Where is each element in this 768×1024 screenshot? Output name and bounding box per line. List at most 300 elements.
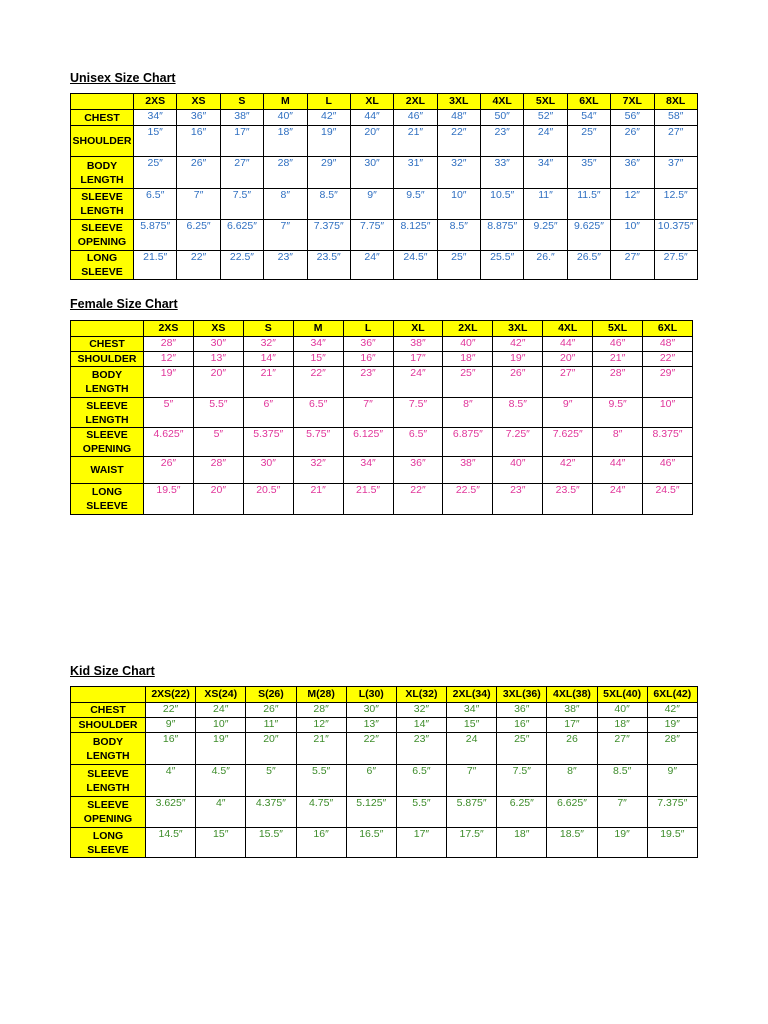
- measurement-cell: 30″: [243, 457, 293, 484]
- measurement-cell: 30″: [346, 703, 396, 718]
- measurement-cell: 21″: [593, 352, 643, 367]
- size-header-cell: 3XL: [493, 321, 543, 337]
- measurement-cell: 19″: [493, 352, 543, 367]
- measurement-cell: 15″: [196, 828, 246, 858]
- measurement-cell: 30″: [350, 157, 393, 189]
- measurement-cell: 5.5″: [296, 765, 346, 797]
- measurement-cell: 30″: [193, 337, 243, 352]
- measurement-cell: 42″: [307, 110, 350, 126]
- measurement-cell: 40″: [597, 703, 647, 718]
- size-header-cell: S: [220, 94, 263, 110]
- measurement-cell: 10″: [437, 189, 480, 220]
- measurement-cell: 18″: [497, 828, 547, 858]
- measurement-cell: 25.5″: [481, 251, 524, 280]
- table-row: [71, 703, 698, 718]
- table-row: [71, 367, 693, 398]
- measurement-cell: 42″: [647, 703, 697, 718]
- measurement-cell: 12″: [611, 189, 654, 220]
- table-row: [71, 765, 698, 797]
- size-header-cell: 2XL(34): [447, 687, 497, 703]
- measurement-cell: 12″: [296, 718, 346, 733]
- row-label: CHEST: [71, 110, 134, 126]
- measurement-cell: 7″: [343, 398, 393, 428]
- table-row: [71, 733, 698, 765]
- measurement-cell: 7.75″: [350, 220, 393, 251]
- measurement-cell: 8.875″: [481, 220, 524, 251]
- measurement-cell: 10″: [643, 398, 693, 428]
- size-header-cell: L: [343, 321, 393, 337]
- size-header-cell: XS: [177, 94, 220, 110]
- table-row: [71, 718, 698, 733]
- measurement-cell: 28″: [193, 457, 243, 484]
- measurement-cell: 26″: [177, 157, 220, 189]
- measurement-cell: 23″: [396, 733, 446, 765]
- measurement-cell: 12.5″: [654, 189, 697, 220]
- row-label: SLEEVE OPENING: [71, 797, 146, 828]
- size-header-cell: 7XL: [611, 94, 654, 110]
- measurement-cell: 22.5″: [443, 484, 493, 515]
- kid-size-table: [70, 686, 698, 858]
- measurement-cell: 8.5″: [307, 189, 350, 220]
- measurement-cell: 22″: [293, 367, 343, 398]
- table-row: [71, 484, 693, 515]
- table-row: [71, 251, 698, 280]
- measurement-cell: 25″: [497, 733, 547, 765]
- measurement-cell: 9.625″: [567, 220, 610, 251]
- row-label: BODY LENGTH: [71, 733, 146, 765]
- measurement-cell: 21″: [293, 484, 343, 515]
- measurement-cell: 48″: [643, 337, 693, 352]
- size-header-cell: 4XL: [481, 94, 524, 110]
- measurement-cell: 34″: [524, 157, 567, 189]
- size-header-cell: 4XL(38): [547, 687, 597, 703]
- row-label: SHOULDER: [71, 126, 134, 157]
- measurement-cell: 24″: [524, 126, 567, 157]
- measurement-cell: 17″: [220, 126, 263, 157]
- size-header-cell: 5XL: [593, 321, 643, 337]
- measurement-cell: 4.375″: [246, 797, 296, 828]
- measurement-cell: 46″: [394, 110, 437, 126]
- measurement-cell: 8.5″: [437, 220, 480, 251]
- size-header-cell: XS(24): [196, 687, 246, 703]
- measurement-cell: 27″: [597, 733, 647, 765]
- measurement-cell: 26″: [611, 126, 654, 157]
- measurement-cell: 16″: [146, 733, 196, 765]
- corner-cell: [71, 321, 144, 337]
- measurement-cell: 26.5″: [567, 251, 610, 280]
- row-label: SLEEVE LENGTH: [71, 189, 134, 220]
- measurement-cell: 8″: [264, 189, 307, 220]
- measurement-cell: 28″: [264, 157, 307, 189]
- measurement-cell: 9″: [146, 718, 196, 733]
- table-row: [71, 828, 698, 858]
- measurement-cell: 36″: [611, 157, 654, 189]
- measurement-cell: 16″: [497, 718, 547, 733]
- measurement-cell: 3.625″: [146, 797, 196, 828]
- measurement-cell: 19″: [307, 126, 350, 157]
- measurement-cell: 5″: [144, 398, 194, 428]
- measurement-cell: 17.5″: [447, 828, 497, 858]
- measurement-cell: 56″: [611, 110, 654, 126]
- measurement-cell: 28″: [144, 337, 194, 352]
- measurement-cell: 29″: [307, 157, 350, 189]
- measurement-cell: 36″: [343, 337, 393, 352]
- measurement-cell: 36″: [177, 110, 220, 126]
- measurement-cell: 16″: [177, 126, 220, 157]
- table-row: [71, 337, 693, 352]
- measurement-cell: 15″: [293, 352, 343, 367]
- measurement-cell: 9.5″: [394, 189, 437, 220]
- measurement-cell: 17″: [393, 352, 443, 367]
- table-row: [71, 189, 698, 220]
- measurement-cell: 7″: [264, 220, 307, 251]
- measurement-cell: 8″: [443, 398, 493, 428]
- measurement-cell: 18″: [443, 352, 493, 367]
- measurement-cell: 16″: [296, 828, 346, 858]
- measurement-cell: 15″: [134, 126, 177, 157]
- measurement-cell: 20″: [246, 733, 296, 765]
- measurement-cell: 25″: [443, 367, 493, 398]
- measurement-cell: 7.375″: [647, 797, 697, 828]
- size-header-cell: XS: [193, 321, 243, 337]
- measurement-cell: 11″: [524, 189, 567, 220]
- row-label: CHEST: [71, 337, 144, 352]
- measurement-cell: 10″: [196, 718, 246, 733]
- measurement-cell: 27″: [654, 126, 697, 157]
- measurement-cell: 7.5″: [497, 765, 547, 797]
- measurement-cell: 23″: [481, 126, 524, 157]
- size-header-cell: S: [243, 321, 293, 337]
- measurement-cell: 20″: [350, 126, 393, 157]
- row-label: BODY LENGTH: [71, 157, 134, 189]
- female-title: Female Size Chart: [70, 297, 178, 311]
- size-header-cell: L(30): [346, 687, 396, 703]
- size-header-cell: 4XL: [543, 321, 593, 337]
- measurement-cell: 26: [547, 733, 597, 765]
- measurement-cell: 40″: [493, 457, 543, 484]
- measurement-cell: 29″: [643, 367, 693, 398]
- measurement-cell: 32″: [396, 703, 446, 718]
- measurement-cell: 19.5″: [144, 484, 194, 515]
- measurement-cell: 20.5″: [243, 484, 293, 515]
- measurement-cell: 9″: [647, 765, 697, 797]
- measurement-cell: 6.25″: [177, 220, 220, 251]
- measurement-cell: 8″: [593, 428, 643, 457]
- measurement-cell: 44″: [593, 457, 643, 484]
- measurement-cell: 23″: [343, 367, 393, 398]
- measurement-cell: 50″: [481, 110, 524, 126]
- measurement-cell: 5″: [193, 428, 243, 457]
- measurement-cell: 21.5″: [134, 251, 177, 280]
- table-row: [71, 457, 693, 484]
- measurement-cell: 6.5″: [396, 765, 446, 797]
- measurement-cell: 37″: [654, 157, 697, 189]
- measurement-cell: 5.875″: [447, 797, 497, 828]
- kid-title: Kid Size Chart: [70, 664, 155, 678]
- measurement-cell: 9″: [350, 189, 393, 220]
- measurement-cell: 21.5″: [343, 484, 393, 515]
- measurement-cell: 10.375″: [654, 220, 697, 251]
- row-label: SLEEVE OPENING: [71, 428, 144, 457]
- row-label: BODY LENGTH: [71, 367, 144, 398]
- measurement-cell: 7.5″: [393, 398, 443, 428]
- row-label: LONG SLEEVE: [71, 484, 144, 515]
- measurement-cell: 24″: [350, 251, 393, 280]
- table-row: [71, 110, 698, 126]
- measurement-cell: 28″: [296, 703, 346, 718]
- measurement-cell: 23″: [493, 484, 543, 515]
- table-row: [71, 398, 693, 428]
- measurement-cell: 10.5″: [481, 189, 524, 220]
- measurement-cell: 19″: [597, 828, 647, 858]
- row-label: SHOULDER: [71, 352, 144, 367]
- table-row: [71, 157, 698, 189]
- measurement-cell: 22″: [346, 733, 396, 765]
- measurement-cell: 24.5″: [394, 251, 437, 280]
- measurement-cell: 54″: [567, 110, 610, 126]
- measurement-cell: 20″: [193, 484, 243, 515]
- measurement-cell: 26″: [246, 703, 296, 718]
- measurement-cell: 11″: [246, 718, 296, 733]
- measurement-cell: 11.5″: [567, 189, 610, 220]
- measurement-cell: 8.5″: [493, 398, 543, 428]
- measurement-cell: 18.5″: [547, 828, 597, 858]
- measurement-cell: 21″: [296, 733, 346, 765]
- measurement-cell: 19″: [196, 733, 246, 765]
- measurement-cell: 7.5″: [220, 189, 263, 220]
- measurement-cell: 36″: [497, 703, 547, 718]
- measurement-cell: 25″: [437, 251, 480, 280]
- measurement-cell: 20″: [543, 352, 593, 367]
- measurement-cell: 25″: [567, 126, 610, 157]
- measurement-cell: 27.5″: [654, 251, 697, 280]
- measurement-cell: 34″: [447, 703, 497, 718]
- measurement-cell: 22″: [177, 251, 220, 280]
- measurement-cell: 4.5″: [196, 765, 246, 797]
- measurement-cell: 26″: [144, 457, 194, 484]
- measurement-cell: 4.75″: [296, 797, 346, 828]
- size-header-cell: M(28): [296, 687, 346, 703]
- measurement-cell: 6.625″: [220, 220, 263, 251]
- size-header-cell: L: [307, 94, 350, 110]
- size-header-cell: M: [264, 94, 307, 110]
- measurement-cell: 26.″: [524, 251, 567, 280]
- measurement-cell: 22″: [643, 352, 693, 367]
- female-size-table: [70, 320, 693, 515]
- table-row: [71, 797, 698, 828]
- measurement-cell: 16″: [343, 352, 393, 367]
- row-label: SLEEVE LENGTH: [71, 765, 146, 797]
- measurement-cell: 8.125″: [394, 220, 437, 251]
- size-header-cell: 3XL(36): [497, 687, 547, 703]
- measurement-cell: 28″: [593, 367, 643, 398]
- measurement-cell: 23.5″: [307, 251, 350, 280]
- measurement-cell: 34″: [343, 457, 393, 484]
- measurement-cell: 6.5″: [134, 189, 177, 220]
- size-header-cell: XL: [350, 94, 393, 110]
- size-header-cell: 3XL: [437, 94, 480, 110]
- measurement-cell: 13″: [346, 718, 396, 733]
- measurement-cell: 38″: [220, 110, 263, 126]
- measurement-cell: 40″: [443, 337, 493, 352]
- measurement-cell: 33″: [481, 157, 524, 189]
- row-label: WAIST: [71, 457, 144, 484]
- measurement-cell: 17″: [396, 828, 446, 858]
- measurement-cell: 7.25″: [493, 428, 543, 457]
- measurement-cell: 42″: [543, 457, 593, 484]
- measurement-cell: 18″: [597, 718, 647, 733]
- table-row: [71, 428, 693, 457]
- measurement-cell: 20″: [193, 367, 243, 398]
- row-label: SHOULDER: [71, 718, 146, 733]
- measurement-cell: 8″: [547, 765, 597, 797]
- measurement-cell: 14″: [243, 352, 293, 367]
- measurement-cell: 6.125″: [343, 428, 393, 457]
- measurement-cell: 42″: [493, 337, 543, 352]
- measurement-cell: 16.5″: [346, 828, 396, 858]
- measurement-cell: 46″: [643, 457, 693, 484]
- measurement-cell: 21″: [394, 126, 437, 157]
- measurement-cell: 5.75″: [293, 428, 343, 457]
- measurement-cell: 44″: [543, 337, 593, 352]
- measurement-cell: 5.5″: [396, 797, 446, 828]
- measurement-cell: 52″: [524, 110, 567, 126]
- corner-cell: [71, 687, 146, 703]
- measurement-cell: 28″: [647, 733, 697, 765]
- size-header-cell: 6XL(42): [647, 687, 697, 703]
- measurement-cell: 6″: [346, 765, 396, 797]
- measurement-cell: 18″: [264, 126, 307, 157]
- measurement-cell: 44″: [350, 110, 393, 126]
- size-header-cell: XL: [393, 321, 443, 337]
- measurement-cell: 40″: [264, 110, 307, 126]
- measurement-cell: 21″: [243, 367, 293, 398]
- measurement-cell: 22″: [437, 126, 480, 157]
- table-row: [71, 352, 693, 367]
- measurement-cell: 38″: [393, 337, 443, 352]
- measurement-cell: 7″: [447, 765, 497, 797]
- measurement-cell: 32″: [243, 337, 293, 352]
- size-header-cell: S(26): [246, 687, 296, 703]
- measurement-cell: 26″: [493, 367, 543, 398]
- size-header-cell: 2XL: [443, 321, 493, 337]
- measurement-cell: 24.5″: [643, 484, 693, 515]
- measurement-cell: 6″: [243, 398, 293, 428]
- measurement-cell: 58″: [654, 110, 697, 126]
- measurement-cell: 9.5″: [593, 398, 643, 428]
- measurement-cell: 25″: [134, 157, 177, 189]
- table-row: [71, 220, 698, 251]
- measurement-cell: 24″: [593, 484, 643, 515]
- size-header-cell: 2XS: [144, 321, 194, 337]
- measurement-cell: 24″: [196, 703, 246, 718]
- measurement-cell: 22″: [393, 484, 443, 515]
- measurement-cell: 24: [447, 733, 497, 765]
- measurement-cell: 22″: [146, 703, 196, 718]
- measurement-cell: 13″: [193, 352, 243, 367]
- measurement-cell: 34″: [293, 337, 343, 352]
- measurement-cell: 34″: [134, 110, 177, 126]
- size-header-row: [71, 321, 693, 337]
- row-label: SLEEVE LENGTH: [71, 398, 144, 428]
- measurement-cell: 48″: [437, 110, 480, 126]
- measurement-cell: 32″: [437, 157, 480, 189]
- size-header-cell: 8XL: [654, 94, 697, 110]
- measurement-cell: 10″: [611, 220, 654, 251]
- measurement-cell: 31″: [394, 157, 437, 189]
- measurement-cell: 22.5″: [220, 251, 263, 280]
- row-label: LONG SLEEVE: [71, 251, 134, 280]
- measurement-cell: 23″: [264, 251, 307, 280]
- measurement-cell: 9″: [543, 398, 593, 428]
- measurement-cell: 38″: [547, 703, 597, 718]
- measurement-cell: 9.25″: [524, 220, 567, 251]
- measurement-cell: 46″: [593, 337, 643, 352]
- measurement-cell: 7.625″: [543, 428, 593, 457]
- unisex-size-table: [70, 93, 698, 280]
- row-label: CHEST: [71, 703, 146, 718]
- measurement-cell: 36″: [393, 457, 443, 484]
- measurement-cell: 14.5″: [146, 828, 196, 858]
- measurement-cell: 4″: [146, 765, 196, 797]
- measurement-cell: 27″: [220, 157, 263, 189]
- measurement-cell: 6.625″: [547, 797, 597, 828]
- measurement-cell: 7″: [597, 797, 647, 828]
- measurement-cell: 19″: [144, 367, 194, 398]
- row-label: SLEEVE OPENING: [71, 220, 134, 251]
- measurement-cell: 17″: [547, 718, 597, 733]
- measurement-cell: 6.5″: [393, 428, 443, 457]
- table-row: [71, 126, 698, 157]
- measurement-cell: 15″: [447, 718, 497, 733]
- measurement-cell: 4″: [196, 797, 246, 828]
- size-header-cell: 2XS: [134, 94, 177, 110]
- corner-cell: [71, 94, 134, 110]
- size-header-cell: 2XL: [394, 94, 437, 110]
- measurement-cell: 5.375″: [243, 428, 293, 457]
- measurement-cell: 5.125″: [346, 797, 396, 828]
- measurement-cell: 6.5″: [293, 398, 343, 428]
- measurement-cell: 7″: [177, 189, 220, 220]
- measurement-cell: 8.375″: [643, 428, 693, 457]
- measurement-cell: 23.5″: [543, 484, 593, 515]
- measurement-cell: 6.25″: [497, 797, 547, 828]
- measurement-cell: 7.375″: [307, 220, 350, 251]
- measurement-cell: 27″: [611, 251, 654, 280]
- measurement-cell: 8.5″: [597, 765, 647, 797]
- size-header-cell: XL(32): [396, 687, 446, 703]
- measurement-cell: 35″: [567, 157, 610, 189]
- measurement-cell: 5.5″: [193, 398, 243, 428]
- unisex-title: Unisex Size Chart: [70, 71, 176, 85]
- measurement-cell: 5.875″: [134, 220, 177, 251]
- size-header-cell: 6XL: [567, 94, 610, 110]
- measurement-cell: 19.5″: [647, 828, 697, 858]
- size-header-row: [71, 94, 698, 110]
- size-header-cell: 6XL: [643, 321, 693, 337]
- measurement-cell: 32″: [293, 457, 343, 484]
- size-header-cell: M: [293, 321, 343, 337]
- measurement-cell: 24″: [393, 367, 443, 398]
- size-header-row: [71, 687, 698, 703]
- size-header-cell: 5XL(40): [597, 687, 647, 703]
- measurement-cell: 38″: [443, 457, 493, 484]
- measurement-cell: 19″: [647, 718, 697, 733]
- size-header-cell: 5XL: [524, 94, 567, 110]
- size-header-cell: 2XS(22): [146, 687, 196, 703]
- row-label: LONG SLEEVE: [71, 828, 146, 858]
- measurement-cell: 12″: [144, 352, 194, 367]
